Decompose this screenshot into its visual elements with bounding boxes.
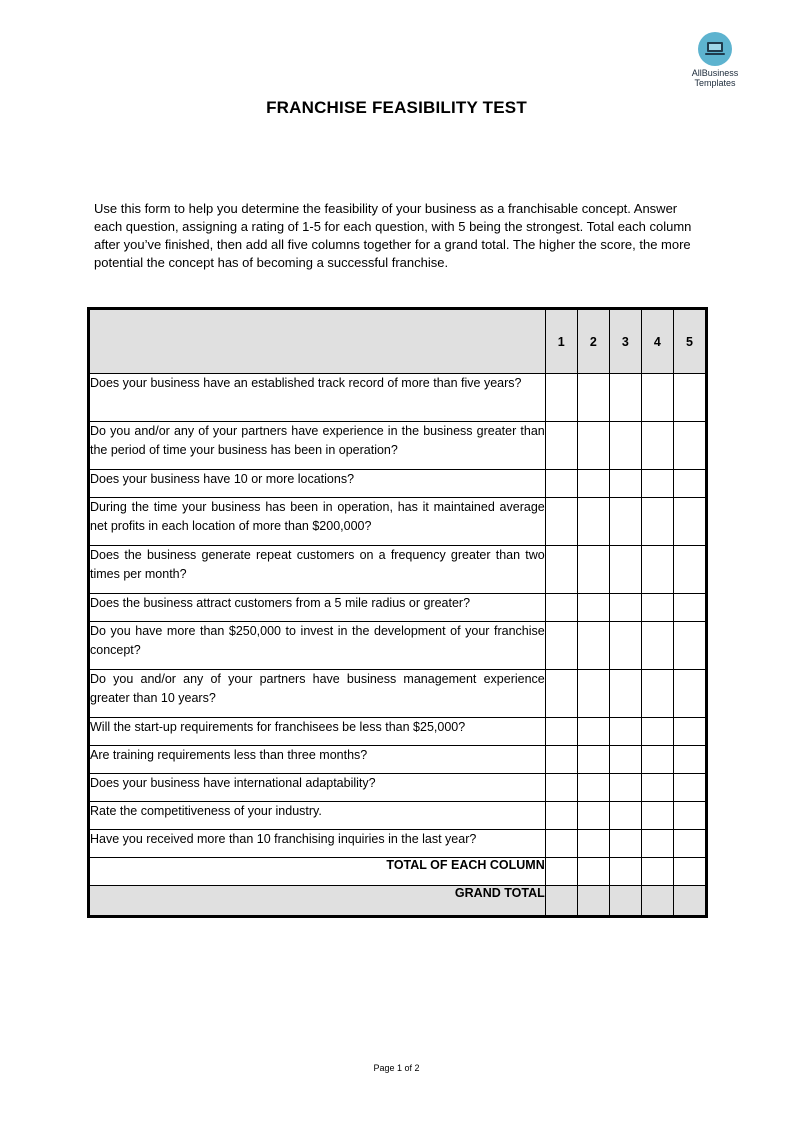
rating-cell-4[interactable] <box>641 594 673 622</box>
rating-cell-5[interactable] <box>673 374 706 422</box>
rating-cell-1[interactable] <box>545 774 577 802</box>
question-row <box>89 802 707 830</box>
rating-cell-2[interactable] <box>577 802 609 830</box>
question-row <box>89 374 707 422</box>
laptop-icon <box>698 32 732 66</box>
rating-cell-2[interactable] <box>577 470 609 498</box>
rating-header-5: 5 <box>673 309 706 374</box>
rating-cell-3[interactable] <box>609 422 641 470</box>
logo-line-2: Templates <box>694 78 736 88</box>
rating-cell-3[interactable] <box>609 470 641 498</box>
total-row <box>89 858 707 886</box>
question-row <box>89 470 707 498</box>
rating-cell-5[interactable] <box>673 746 706 774</box>
rating-cell-2[interactable] <box>577 422 609 470</box>
rating-cell-5[interactable] <box>673 546 706 594</box>
rating-cell-1[interactable] <box>545 374 577 422</box>
grand-total-row-label: GRAND TOTAL <box>89 886 546 917</box>
rating-cell-5[interactable] <box>673 830 706 858</box>
rating-cell-3[interactable] <box>609 830 641 858</box>
total-row-cell-2[interactable] <box>577 858 609 886</box>
question-text: Does your business have an established track record of more than five years? <box>89 374 546 422</box>
rating-cell-4[interactable] <box>641 718 673 746</box>
rating-cell-3[interactable] <box>609 774 641 802</box>
feasibility-table <box>87 307 708 918</box>
rating-cell-1[interactable] <box>545 622 577 670</box>
rating-cell-5[interactable] <box>673 622 706 670</box>
grand-total-row-cell-3[interactable] <box>609 886 641 917</box>
logo-text <box>680 68 750 88</box>
logo-line-1: AllBusiness <box>691 68 739 78</box>
question-text: Rate the competitiveness of your industry. <box>89 802 546 830</box>
rating-cell-4[interactable] <box>641 746 673 774</box>
rating-cell-2[interactable] <box>577 498 609 546</box>
rating-cell-5[interactable] <box>673 498 706 546</box>
rating-cell-1[interactable] <box>545 546 577 594</box>
question-text: Will the start-up requirements for franchisees be less than $25,000? <box>89 718 546 746</box>
rating-cell-4[interactable] <box>641 774 673 802</box>
total-row-cell-5[interactable] <box>673 858 706 886</box>
grand-total-row-cell-5[interactable] <box>673 886 706 917</box>
rating-cell-5[interactable] <box>673 470 706 498</box>
rating-cell-2[interactable] <box>577 374 609 422</box>
question-row <box>89 622 707 670</box>
rating-cell-4[interactable] <box>641 670 673 718</box>
rating-cell-1[interactable] <box>545 830 577 858</box>
logo <box>680 32 750 88</box>
rating-cell-2[interactable] <box>577 774 609 802</box>
rating-cell-3[interactable] <box>609 718 641 746</box>
question-row <box>89 422 707 470</box>
total-row-cell-3[interactable] <box>609 858 641 886</box>
rating-cell-4[interactable] <box>641 546 673 594</box>
question-text: Does the business attract customers from a 5 mile radius or greater? <box>89 594 546 622</box>
page-number: Page 1 of 2 <box>373 1063 420 1073</box>
rating-cell-3[interactable] <box>609 498 641 546</box>
intro-paragraph: Use this form to help you determine the feasibility of your business as a franchisable concept. Answer each question, assigning a rating of 1-5 for each question, with 5 being the strongest. Total each column after you’ve finished, then add all five columns together for a grand total. The higher the score, the more potential the concept has of becoming a successful franchise. <box>94 201 692 270</box>
grand-total-row-cell-2[interactable] <box>577 886 609 917</box>
table-body <box>89 374 707 917</box>
question-text: Have you received more than 10 franchising inquiries in the last year? <box>89 830 546 858</box>
total-row-cell-1[interactable] <box>545 858 577 886</box>
question-text: Do you and/or any of your partners have business management experience greater than 10 years? <box>89 670 546 718</box>
question-header <box>89 309 546 374</box>
rating-cell-1[interactable] <box>545 746 577 774</box>
rating-cell-2[interactable] <box>577 546 609 594</box>
table-header-row <box>89 309 707 374</box>
rating-cell-4[interactable] <box>641 374 673 422</box>
rating-cell-3[interactable] <box>609 374 641 422</box>
question-row <box>89 718 707 746</box>
question-text: Do you have more than $250,000 to invest in the development of your franchise concept? <box>89 622 546 670</box>
total-row-cell-4[interactable] <box>641 858 673 886</box>
page-title: FRANCHISE FEASIBILITY TEST <box>266 98 527 117</box>
rating-cell-1[interactable] <box>545 422 577 470</box>
rating-cell-2[interactable] <box>577 670 609 718</box>
total-row-label: TOTAL OF EACH COLUMN <box>89 858 546 886</box>
rating-cell-1[interactable] <box>545 718 577 746</box>
rating-cell-4[interactable] <box>641 830 673 858</box>
rating-cell-2[interactable] <box>577 746 609 774</box>
rating-cell-5[interactable] <box>673 802 706 830</box>
rating-header-2: 2 <box>577 309 609 374</box>
rating-cell-5[interactable] <box>673 774 706 802</box>
question-row <box>89 670 707 718</box>
rating-cell-1[interactable] <box>545 498 577 546</box>
rating-cell-4[interactable] <box>641 498 673 546</box>
rating-cell-1[interactable] <box>545 594 577 622</box>
grand-total-row <box>89 886 707 917</box>
rating-cell-1[interactable] <box>545 470 577 498</box>
rating-cell-2[interactable] <box>577 622 609 670</box>
question-text: Do you and/or any of your partners have experience in the business greater than the period of time your business has been in operation? <box>89 422 546 470</box>
rating-cell-3[interactable] <box>609 594 641 622</box>
question-text: Are training requirements less than three months? <box>89 746 546 774</box>
rating-cell-3[interactable] <box>609 670 641 718</box>
rating-cell-4[interactable] <box>641 422 673 470</box>
question-text: Does your business have 10 or more locations? <box>89 470 546 498</box>
grand-total-row-cell-4[interactable] <box>641 886 673 917</box>
rating-cell-5[interactable] <box>673 670 706 718</box>
rating-cell-1[interactable] <box>545 670 577 718</box>
rating-cell-5[interactable] <box>673 422 706 470</box>
rating-header-3: 3 <box>609 309 641 374</box>
question-row <box>89 830 707 858</box>
question-row <box>89 594 707 622</box>
question-text: During the time your business has been in operation, has it maintained average net profits in each location of more than $200,000? <box>89 498 546 546</box>
rating-cell-3[interactable] <box>609 802 641 830</box>
rating-cell-4[interactable] <box>641 470 673 498</box>
rating-cell-1[interactable] <box>545 802 577 830</box>
rating-cell-5[interactable] <box>673 594 706 622</box>
rating-cell-2[interactable] <box>577 718 609 746</box>
grand-total-row-cell-1[interactable] <box>545 886 577 917</box>
rating-header-1: 1 <box>545 309 577 374</box>
question-row <box>89 774 707 802</box>
rating-cell-3[interactable] <box>609 622 641 670</box>
rating-cell-4[interactable] <box>641 802 673 830</box>
rating-cell-5[interactable] <box>673 718 706 746</box>
question-text: Does your business have international adaptability? <box>89 774 546 802</box>
rating-cell-3[interactable] <box>609 746 641 774</box>
question-row <box>89 498 707 546</box>
rating-cell-3[interactable] <box>609 546 641 594</box>
rating-header-4: 4 <box>641 309 673 374</box>
question-row <box>89 746 707 774</box>
rating-cell-2[interactable] <box>577 594 609 622</box>
rating-cell-4[interactable] <box>641 622 673 670</box>
question-text: Does the business generate repeat customers on a frequency greater than two times per month? <box>89 546 546 594</box>
rating-cell-2[interactable] <box>577 830 609 858</box>
question-row <box>89 546 707 594</box>
